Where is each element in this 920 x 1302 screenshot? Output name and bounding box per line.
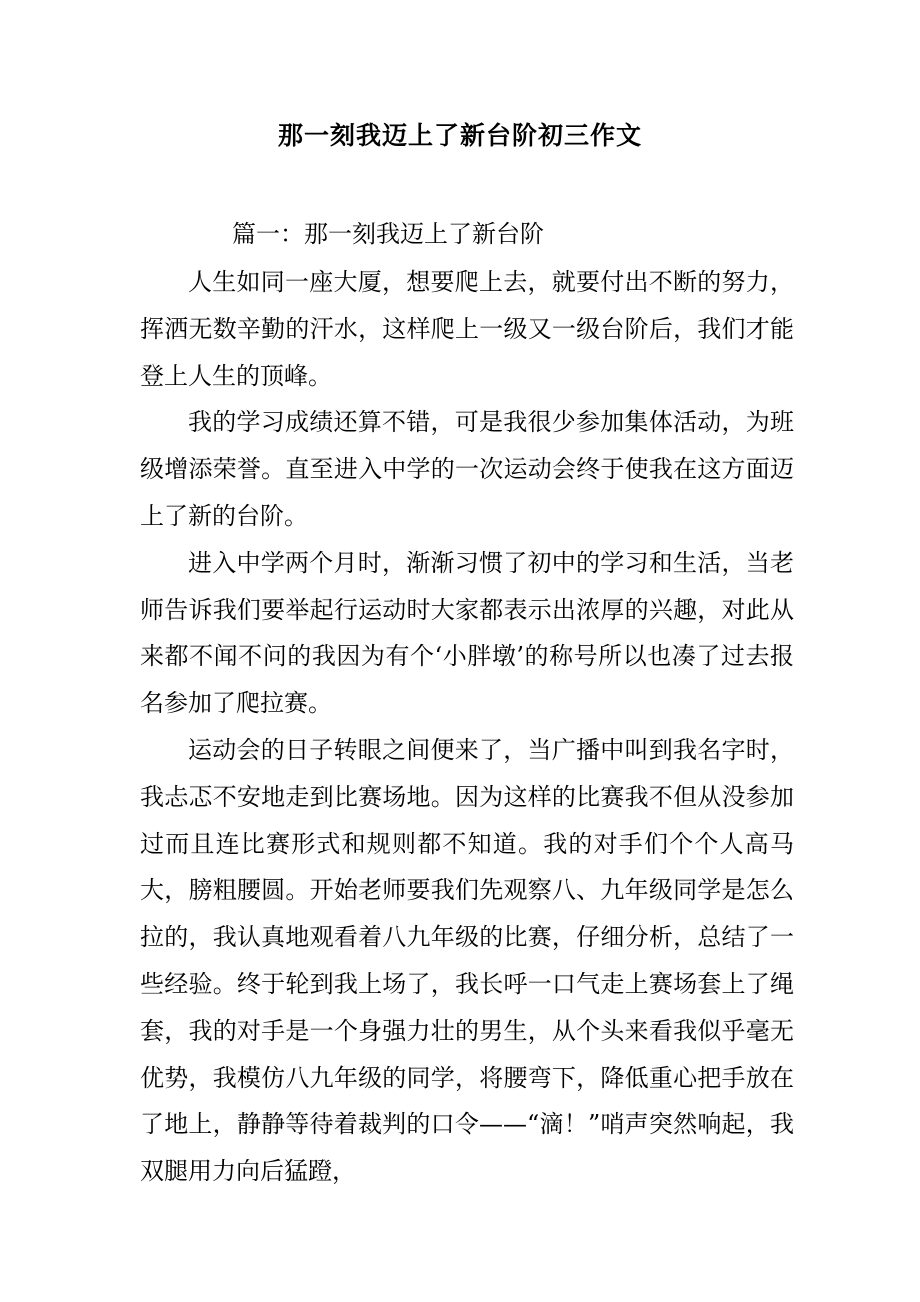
document-body (140, 259, 794, 1195)
paragraph: 运动会的日子转眼之间便来了，当广播中叫到我名字时，我忐忑不安地走到比赛场地。因为这样的比赛我不但从没参加过而且连比赛形式和规则都不知道。我的对手们个个人高马大，膀粗腰圆。开始老师要我们先观察八、九年级同学是怎么拉的，我认真地观看着八九年级的比赛，仔细分析，总结了一些经验。终于轮到我上场了，我长呼一口气走上赛场套上了绳套，我的对手是一个身强力壮的男生，从个头来看我似乎毫无优势，我模仿八九年级的同学，将腰弯下，降低重心把手放在了地上，静静等待着裁判的口令——“滴！”哨声突然响起，我双腿用力向后猛蹬， (140, 735, 794, 1186)
section-heading: 篇一：那一刻我迈上了新台阶 (232, 220, 544, 248)
paragraph: 人生如同一座大厦，想要爬上去，就要付出不断的努力，挥洒无数辛勤的汗水，这样爬上一级又一级台阶后，我们才能登上人生的顶峰。 (140, 268, 794, 390)
paragraph: 我的学习成绩还算不错，可是我很少参加集体活动，为班级增添荣誉。直至进入中学的一次运动会终于使我在这方面迈上了新的台阶。 (140, 408, 794, 530)
document-title: 那一刻我迈上了新台阶初三作文 (277, 121, 642, 150)
paragraph: 进入中学两个月时，渐渐习惯了初中的学习和生活，当老师告诉我们要举起行运动时大家都表示出浓厚的兴趣，对此从来都不闻不问的我因为有个‘小胖墩’的称号所以也凑了过去报名参加了爬拉赛。 (140, 548, 794, 718)
